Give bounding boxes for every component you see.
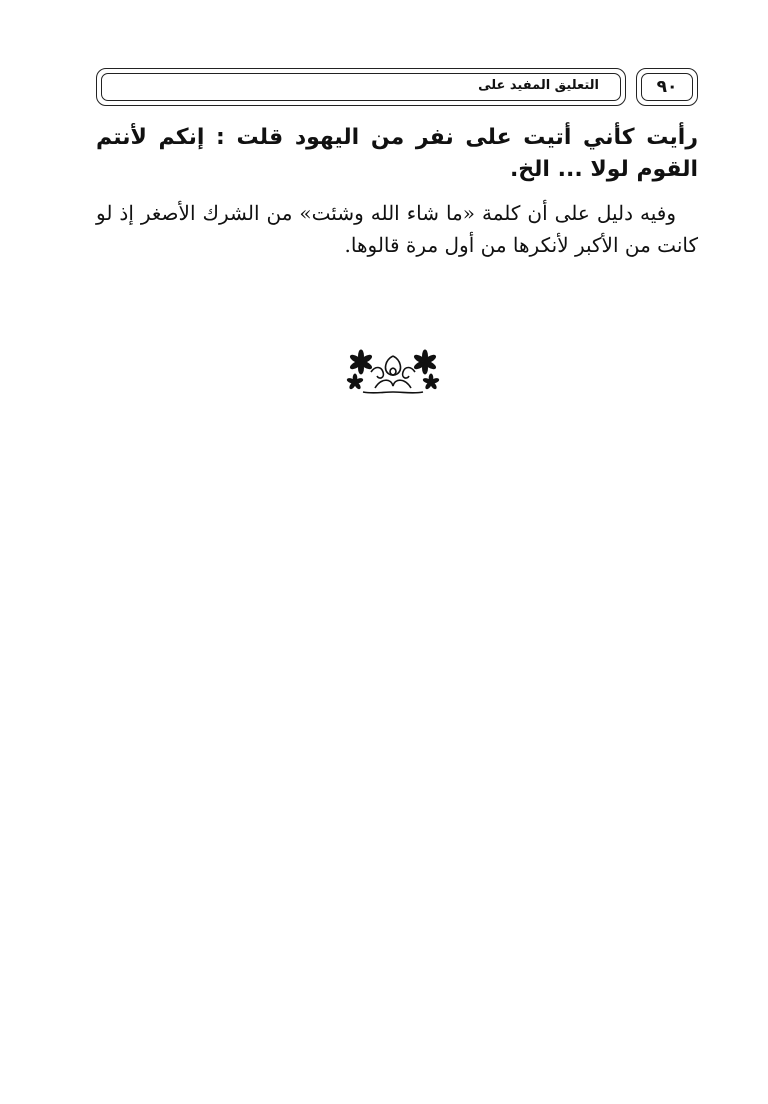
page-number-box (636, 68, 698, 106)
commentary-text: وفيه دليل على أن كلمة «ما شاء الله وشئت» من الشرك الأصغر إذ لو كانت من الأكبر لأنكرها من أول مرة قالوها. (96, 201, 698, 257)
quoted-hadith-text: رأيت كأني أتيت على نفر من اليهود قلت : إنكم لأنتم القوم لولا ... الخ. (96, 125, 698, 182)
quoted-hadith-paragraph (96, 122, 698, 186)
page-header (96, 68, 698, 108)
running-title: التعليق المفيد على (478, 78, 599, 93)
running-title-box (96, 68, 626, 106)
floral-ornament-icon (345, 348, 441, 396)
commentary-paragraph (96, 197, 698, 261)
page-number: ٩٠ (656, 77, 678, 97)
